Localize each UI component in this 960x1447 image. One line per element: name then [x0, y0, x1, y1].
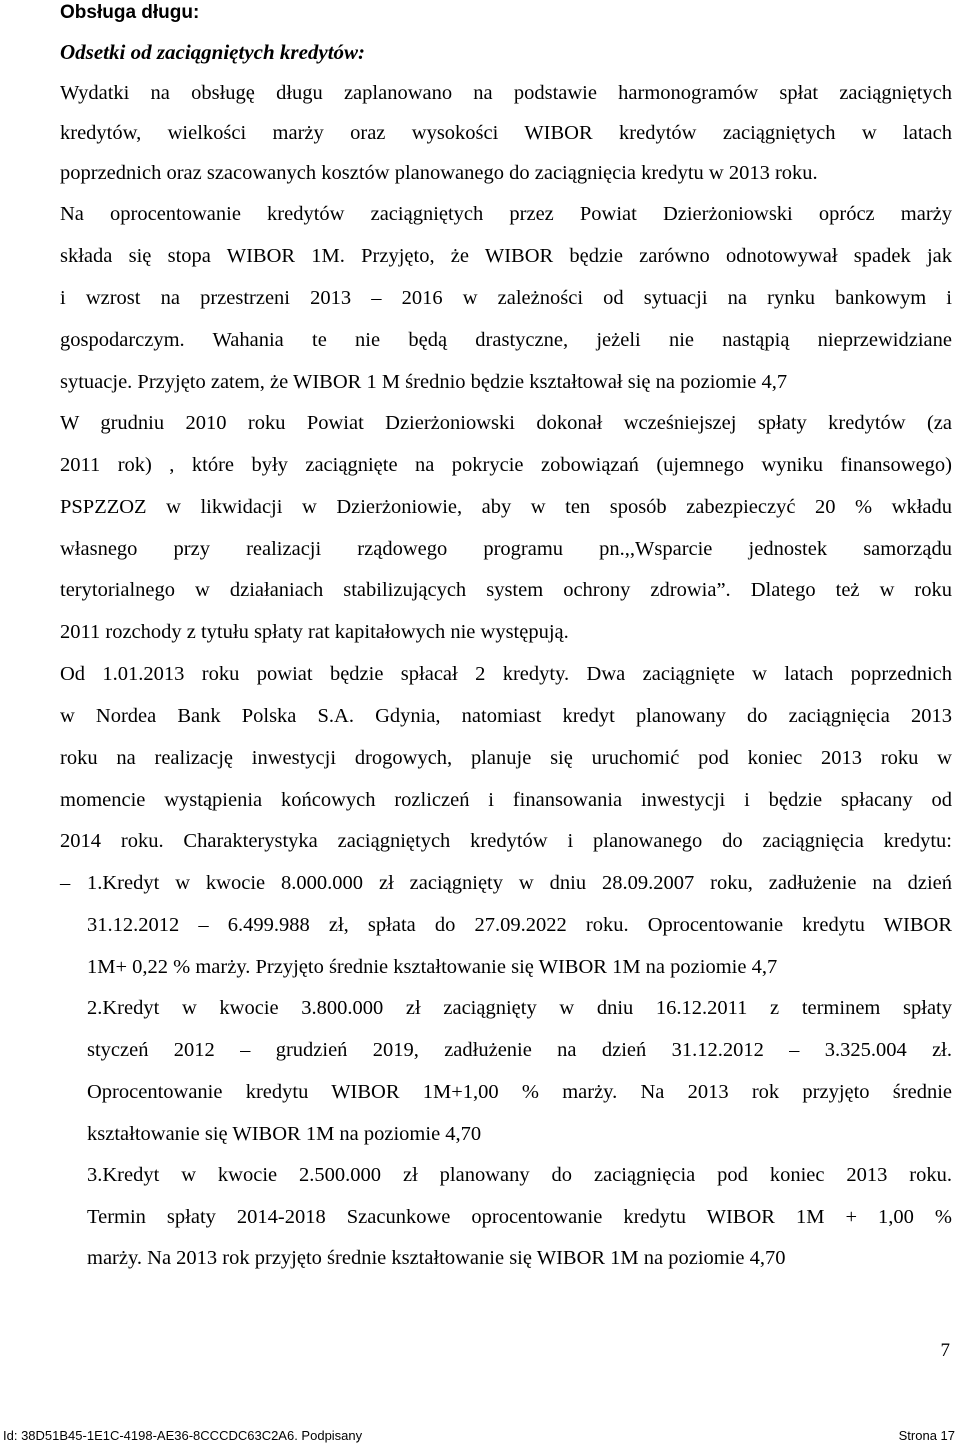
list-line: 31.12.2012 – 6.499.988 zł, spłata do 27.09.2022 roku. Oprocentowanie kredytu WIBOR [87, 914, 952, 936]
text-line: Na oprocentowanie kredytów zaciągniętych przez Powiat Dzierżoniowski oprócz marży [60, 203, 952, 225]
text-line: roku na realizację inwestycji drogowych, planuje się uruchomić pod koniec 2013 roku w [60, 747, 952, 769]
footer-id: Id: 38D51B45-1E1C-4198-AE36-8CCCDC63C2A6. Podpisany [3, 1428, 363, 1443]
list-line: Termin spłaty 2014-2018 Szacunkowe oprocentowanie kredytu WIBOR 1M + 1,00 % [87, 1206, 952, 1228]
list-line: 1.Kredyt w kwocie 8.000.000 zł zaciągnięty w dniu 28.09.2007 roku, zadłużenie na dzień [87, 872, 952, 894]
list-line: kształtowanie się WIBOR 1M na poziomie 4,70 [87, 1123, 482, 1145]
page-number: 7 [940, 1340, 950, 1361]
list-line: 3.Kredyt w kwocie 2.500.000 zł planowany do zaciągnięcia pod koniec 2013 roku. [87, 1164, 952, 1186]
footer-page: Strona 17 [898, 1428, 955, 1443]
text-line: gospodarczym. Wahania te nie będą drastyczne, jeżeli nie nastąpią nieprzewidziane [60, 329, 952, 351]
text-line: PSPZZOZ w likwidacji w Dzierżoniowie, aby w ten sposób zabezpieczyć 20 % wkładu [60, 496, 952, 518]
page-heading: Obsługa długu: [60, 2, 200, 23]
text-line: 2011 rok) , które były zaciągnięte na pokrycie zobowiązań (ujemnego wyniku finansowego) [60, 454, 952, 476]
text-line: własnego przy realizacji rządowego programu pn.,,Wsparcie jednostek samorządu [60, 538, 952, 560]
list-line: styczeń 2012 – grudzień 2019, zadłużenie na dzień 31.12.2012 – 3.325.004 zł. [87, 1039, 952, 1061]
text-line: składa się stopa WIBOR 1M. Przyjęto, że WIBOR będzie zarówno odnotowywał spadek jak [60, 245, 952, 267]
text-line: 2011 rozchody z tytułu spłaty rat kapitałowych nie występują. [60, 621, 569, 643]
list-line: Oprocentowanie kredytu WIBOR 1M+1,00 % marży. Na 2013 rok przyjęto średnie [87, 1081, 952, 1103]
text-line: Wydatki na obsługę długu zaplanowano na podstawie harmonogramów spłat zaciągniętych [60, 82, 952, 104]
text-line: Od 1.01.2013 roku powiat będzie spłacał 2 kredyty. Dwa zaciągnięte w latach poprzednich [60, 663, 952, 685]
section-subheading: Odsetki od zaciągniętych kredytów: [60, 40, 366, 64]
text-line: momencie wystąpienia końcowych rozliczeń i finansowania inwestycji i będzie spłacany od [60, 789, 952, 811]
list-dash: – [60, 872, 71, 894]
text-line: W grudniu 2010 roku Powiat Dzierżoniowski dokonał wcześniejszej spłaty kredytów (za [60, 412, 952, 434]
text-line: i wzrost na przestrzeni 2013 – 2016 w zależności od sytuacji na rynku bankowym i [60, 287, 952, 309]
text-line: poprzednich oraz szacowanych kosztów planowanego do zaciągnięcia kredytu w 2013 roku. [60, 162, 818, 184]
text-line: 2014 roku. Charakterystyka zaciągniętych kredytów i planowanego do zaciągnięcia kredytu: [60, 830, 952, 852]
list-line: 2.Kredyt w kwocie 3.800.000 zł zaciągnięty w dniu 16.12.2011 z terminem spłaty [87, 997, 952, 1019]
text-line: terytorialnego w działaniach stabilizujących system ochrony zdrowia”. Dlatego też w roku [60, 579, 952, 601]
text-line: w Nordea Bank Polska S.A. Gdynia, natomiast kredyt planowany do zaciągnięcia 2013 [60, 705, 952, 727]
list-line: 1M+ 0,22 % marży. Przyjęto średnie kształtowanie się WIBOR 1M na poziomie 4,7 [87, 956, 778, 978]
text-line: kredytów, wielkości marży oraz wysokości WIBOR kredytów zaciągniętych w latach [60, 122, 952, 144]
text-line: sytuacje. Przyjęto zatem, że WIBOR 1 M średnio będzie kształtował się na poziomie 4,7 [60, 371, 788, 393]
list-line: marży. Na 2013 rok przyjęto średnie kształtowanie się WIBOR 1M na poziomie 4,70 [87, 1247, 786, 1269]
